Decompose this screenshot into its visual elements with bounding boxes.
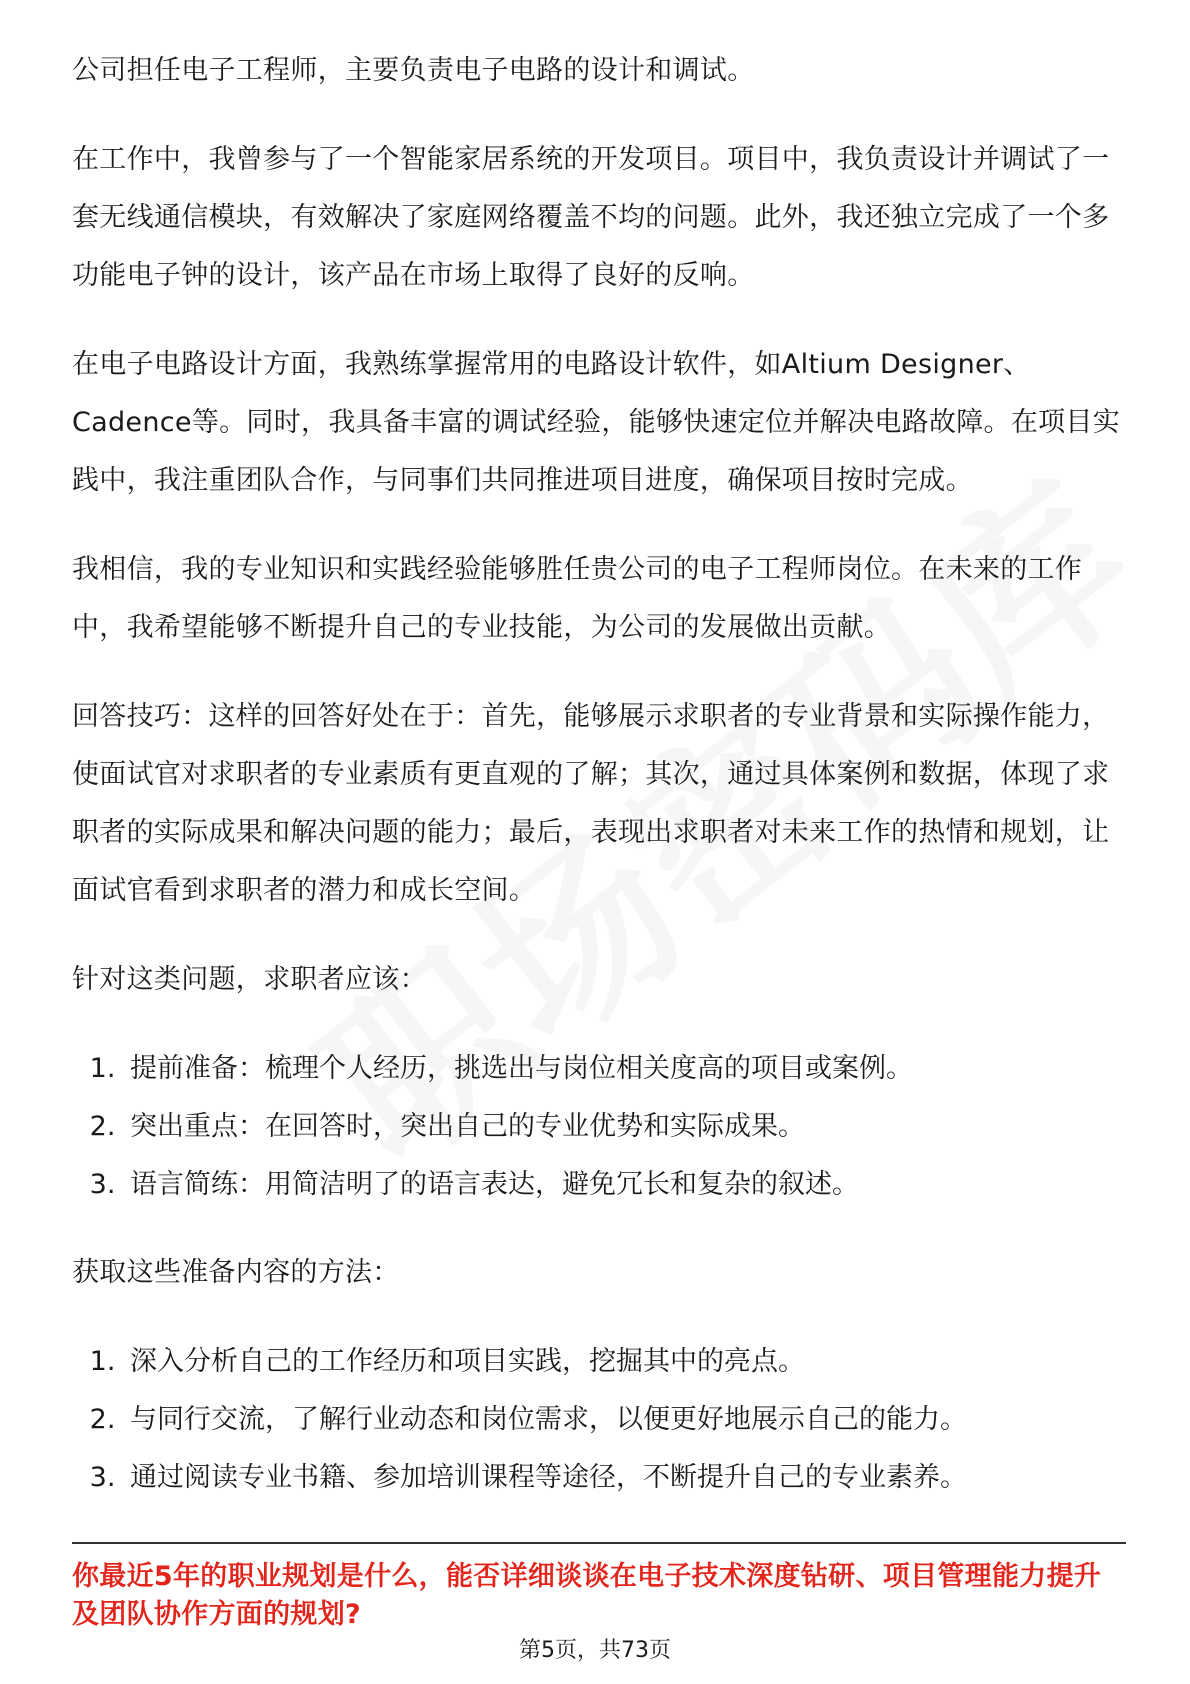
- list-item: 2. 与同行交流，了解行业动态和岗位需求，以便更好地展示自己的能力。: [124, 1391, 1122, 1449]
- methods-list: [72, 1333, 1122, 1507]
- paragraph-conclusion: 我相信，我的专业知识和实践经验能够胜任贵公司的电子工程师岗位。在未来的工作中，我希望能够不断提升自己的专业技能，为公司的发展做出贡献。: [72, 554, 1083, 643]
- paragraph-project-experience: 在工作中，我曾参与了一个智能家居系统的开发项目。项目中，我负责设计并调试了一套无线通信模块，有效解决了家庭网络覆盖不均的问题。此外，我还独立完成了一个多功能电子钟的设计，该产品在市场上取得了良好的反响。: [72, 144, 1110, 291]
- list-item: 1. 深入分析自己的工作经历和项目实践，挖掘其中的亮点。: [124, 1333, 1122, 1391]
- section-divider: [72, 1542, 1126, 1544]
- next-question-heading: 你最近5年的职业规划是什么，能否详细谈谈在电子技术深度钻研、项目管理能力提升及团队协作方面的规划?: [72, 1561, 1102, 1630]
- list-item: 1. 提前准备：梳理个人经历，挑选出与岗位相关度高的项目或案例。: [124, 1040, 1122, 1098]
- list-item: 3. 语言简练：用简洁明了的语言表达，避免冗长和复杂的叙述。: [124, 1156, 1122, 1214]
- paragraph-intro: 公司担任电子工程师，主要负责电子电路的设计和调试。: [72, 55, 755, 86]
- page-number: 第5页，共73页: [519, 1638, 671, 1663]
- page-body: [72, 42, 1122, 1537]
- list-item: 3. 通过阅读专业书籍、参加培训课程等途径，不断提升自己的专业素养。: [124, 1449, 1122, 1507]
- methods-heading: 获取这些准备内容的方法：: [72, 1257, 400, 1288]
- paragraph-answer-tips: 回答技巧：这样的回答好处在于：首先，能够展示求职者的专业背景和实际操作能力，使面试官对求职者的专业素质有更直观的了解；其次，通过具体案例和数据，体现了求职者的实际成果和解决问题的能力；最后，表现出求职者对未来工作的热情和规划，让面试官看到求职者的潜力和成长空间。: [72, 701, 1110, 906]
- paragraph-skills: 在电子电路设计方面，我熟练掌握常用的电路设计软件，如Altium Designer、Cadence等。同时，我具备丰富的调试经验，能够快速定位并解决电路故障。在项目实践中，我注重团队合作，与同事们共同推进项目进度，确保项目按时完成。: [72, 349, 1121, 496]
- advice-list: [72, 1040, 1122, 1214]
- list-item: 2. 突出重点：在回答时，突出自己的专业优势和实际成果。: [124, 1098, 1122, 1156]
- advice-heading: 针对这类问题，求职者应该：: [72, 964, 427, 995]
